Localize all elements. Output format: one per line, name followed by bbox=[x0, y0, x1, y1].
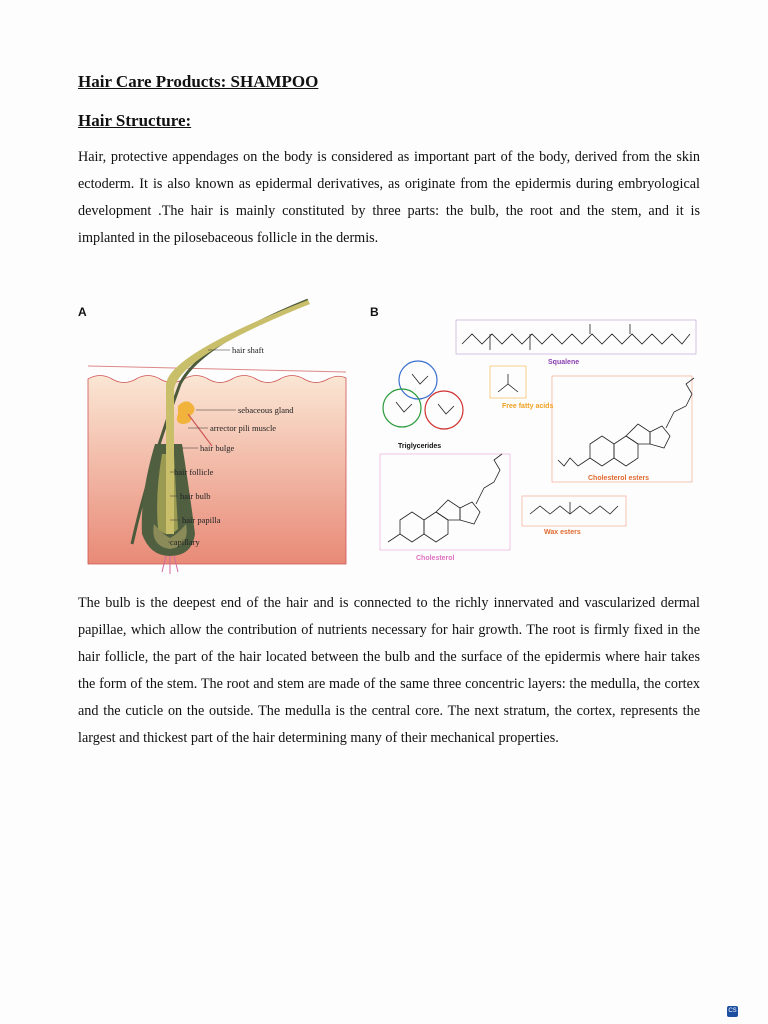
label-sebaceous-gland: sebaceous gland bbox=[238, 405, 294, 415]
label-arrector-pili-muscle: arrector pili muscle bbox=[210, 423, 277, 433]
label-cholesterol-esters: Cholesterol esters bbox=[588, 475, 650, 482]
hair-structure-figure bbox=[70, 294, 710, 574]
intro-paragraph: Hair, protective appendages on the body is considered as important part of the body, derived from the skin ectoderm. It is also known as epidermal derivatives, as originate from the epidermis during embryological development .The hair is mainly constituted by three parts: the bulb, the root and the stem, and it is implanted in the pilosebaceous follicle in the dermis. bbox=[78, 149, 700, 246]
panel-a-letter: A bbox=[78, 305, 87, 319]
hair-diagram bbox=[88, 300, 346, 574]
label-hair-follicle: hair follicle bbox=[174, 467, 214, 477]
lipid-structures bbox=[380, 320, 696, 550]
section-heading: Hair Structure: bbox=[78, 111, 192, 130]
label-hair-bulge: hair bulge bbox=[200, 443, 235, 453]
label-triglycerides: Triglycerides bbox=[398, 443, 442, 450]
panel-b-letter: B bbox=[370, 305, 379, 319]
corner-logo: CS bbox=[727, 1006, 738, 1017]
label-capillary: capillary bbox=[170, 537, 200, 547]
label-free-fatty-acids: Free fatty acids bbox=[502, 403, 554, 410]
label-wax-esters: Wax esters bbox=[544, 529, 581, 536]
body-paragraph: The bulb is the deepest end of the hair and is connected to the richly innervated and vascularized dermal papillae, which allow the contribution of nutrients necessary for hair growth. The root is firmly fixed in the hair follicle, the part of the hair located between the bulb and the surface of the epidermis where hair takes the form of the stem. The root and stem are made of the same three concentric layers: the medulla, the cortex and the cuticle on the outside. The medulla is the central core. The next stratum, the cortex, represents the largest and thickest part of the hair determining many of their mechanical properties. bbox=[78, 595, 700, 746]
label-hair-shaft: hair shaft bbox=[232, 345, 264, 355]
label-cholesterol: Cholesterol bbox=[416, 555, 455, 562]
label-hair-papilla: hair papilla bbox=[182, 515, 221, 525]
label-hair-bulb: hair bulb bbox=[180, 491, 211, 501]
document-title: Hair Care Products: SHAMPOO bbox=[78, 72, 319, 91]
label-squalene: Squalene bbox=[548, 359, 580, 366]
